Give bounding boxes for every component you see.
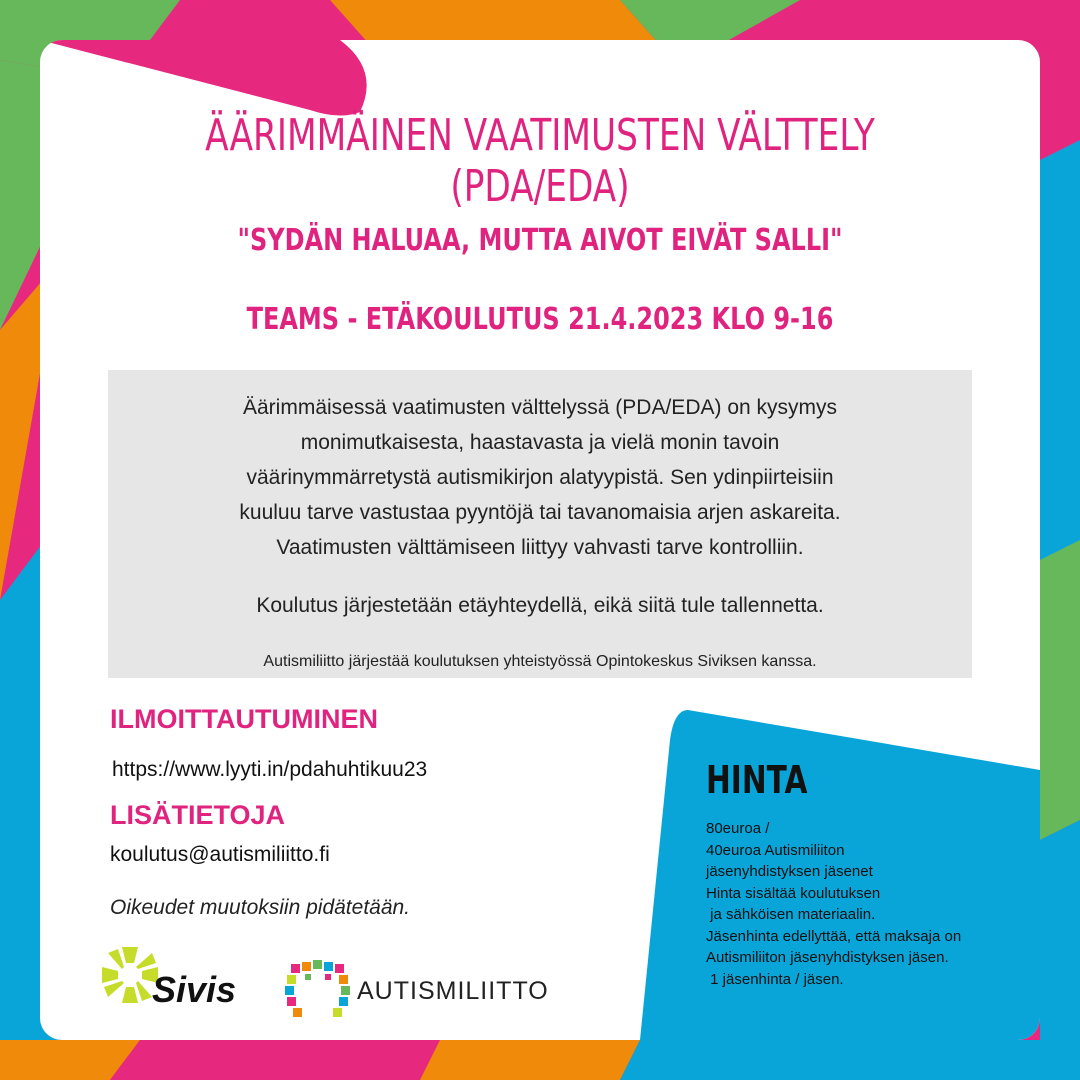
description-text [108, 390, 972, 565]
description-line: kuuluu tarve vastustaa pyyntöjä tai tavanomaisia arjen askareita. [239, 501, 841, 524]
contact-heading: LISÄTIETOJA [110, 800, 286, 830]
autismiliitto-logo-text: AUTISMILIITTO [357, 977, 549, 1005]
price-line: jäsenyhdistyksen jäsenet [706, 863, 873, 880]
sivis-logo-icon [100, 945, 160, 1005]
description-line: monimutkaisesta, haastavasta ja vielä monin tavoin [300, 431, 780, 454]
sivis-logo-text: Sivis [152, 969, 237, 1010]
autismiliitto-logo-icon [285, 960, 351, 1020]
price-details [706, 818, 1036, 990]
price-line: ja sähköisen materiaalin. [706, 906, 876, 923]
organizer-note: Autismiliitto järjestää koulutuksen yhteistyössä Opintokeskus Siviksen kanssa. [263, 653, 817, 670]
price-line: 40euroa Autismiliiton [706, 841, 845, 859]
autismiliitto-logo [285, 960, 549, 1020]
price-line: Jäsenhinta edellyttää, että maksaja on [706, 927, 962, 945]
price-line: Autismiliiton jäsenyhdistyksen jäsen. [706, 949, 949, 966]
price-line: 1 jäsenhinta / jäsen. [706, 970, 844, 988]
page-title: ÄÄRIMMÄINEN VAATIMUSTEN VÄLTTELY (PDA/EDA) [205, 110, 875, 212]
contact-email[interactable]: koulutus@autismiliitto.fi [110, 843, 330, 866]
description-line: Äärimmäisessä vaatimusten välttelyssä (PDA/EDA) on kysymys [243, 396, 837, 419]
recording-note: Koulutus järjestetään etäyhteydellä, eikä siitä tule tallennetta. [256, 594, 824, 617]
price-heading: HINTA [706, 758, 808, 802]
price-line: 80euroa / [706, 820, 770, 837]
flyer-card [40, 40, 1040, 1040]
registration-link[interactable]: https://www.lyyti.in/pdahuhtikuu23 [112, 758, 428, 781]
event-date: TEAMS - ETÄKOULUTUS 21.4.2023 KLO 9-16 [246, 302, 834, 337]
description-box [108, 370, 972, 678]
description-line: Vaatimusten välttämiseen liittyy vahvasti tarve kontrolliin. [276, 536, 804, 559]
corner-decoration [40, 40, 380, 120]
description-line: väärinymmärretystä autismikirjon alatyypistä. Sen ydinpiirteisiin [246, 466, 834, 489]
price-line: Hinta sisältää koulutuksen [706, 884, 881, 902]
event-subtitle: "SYDÄN HALUAA, MUTTA AIVOT EIVÄT SALLI" [237, 223, 843, 258]
registration-heading: ILMOITTAUTUMINEN [110, 704, 378, 734]
sivis-logo [100, 945, 250, 1015]
disclaimer-note: Oikeudet muutoksiin pidätetään. [110, 896, 411, 919]
